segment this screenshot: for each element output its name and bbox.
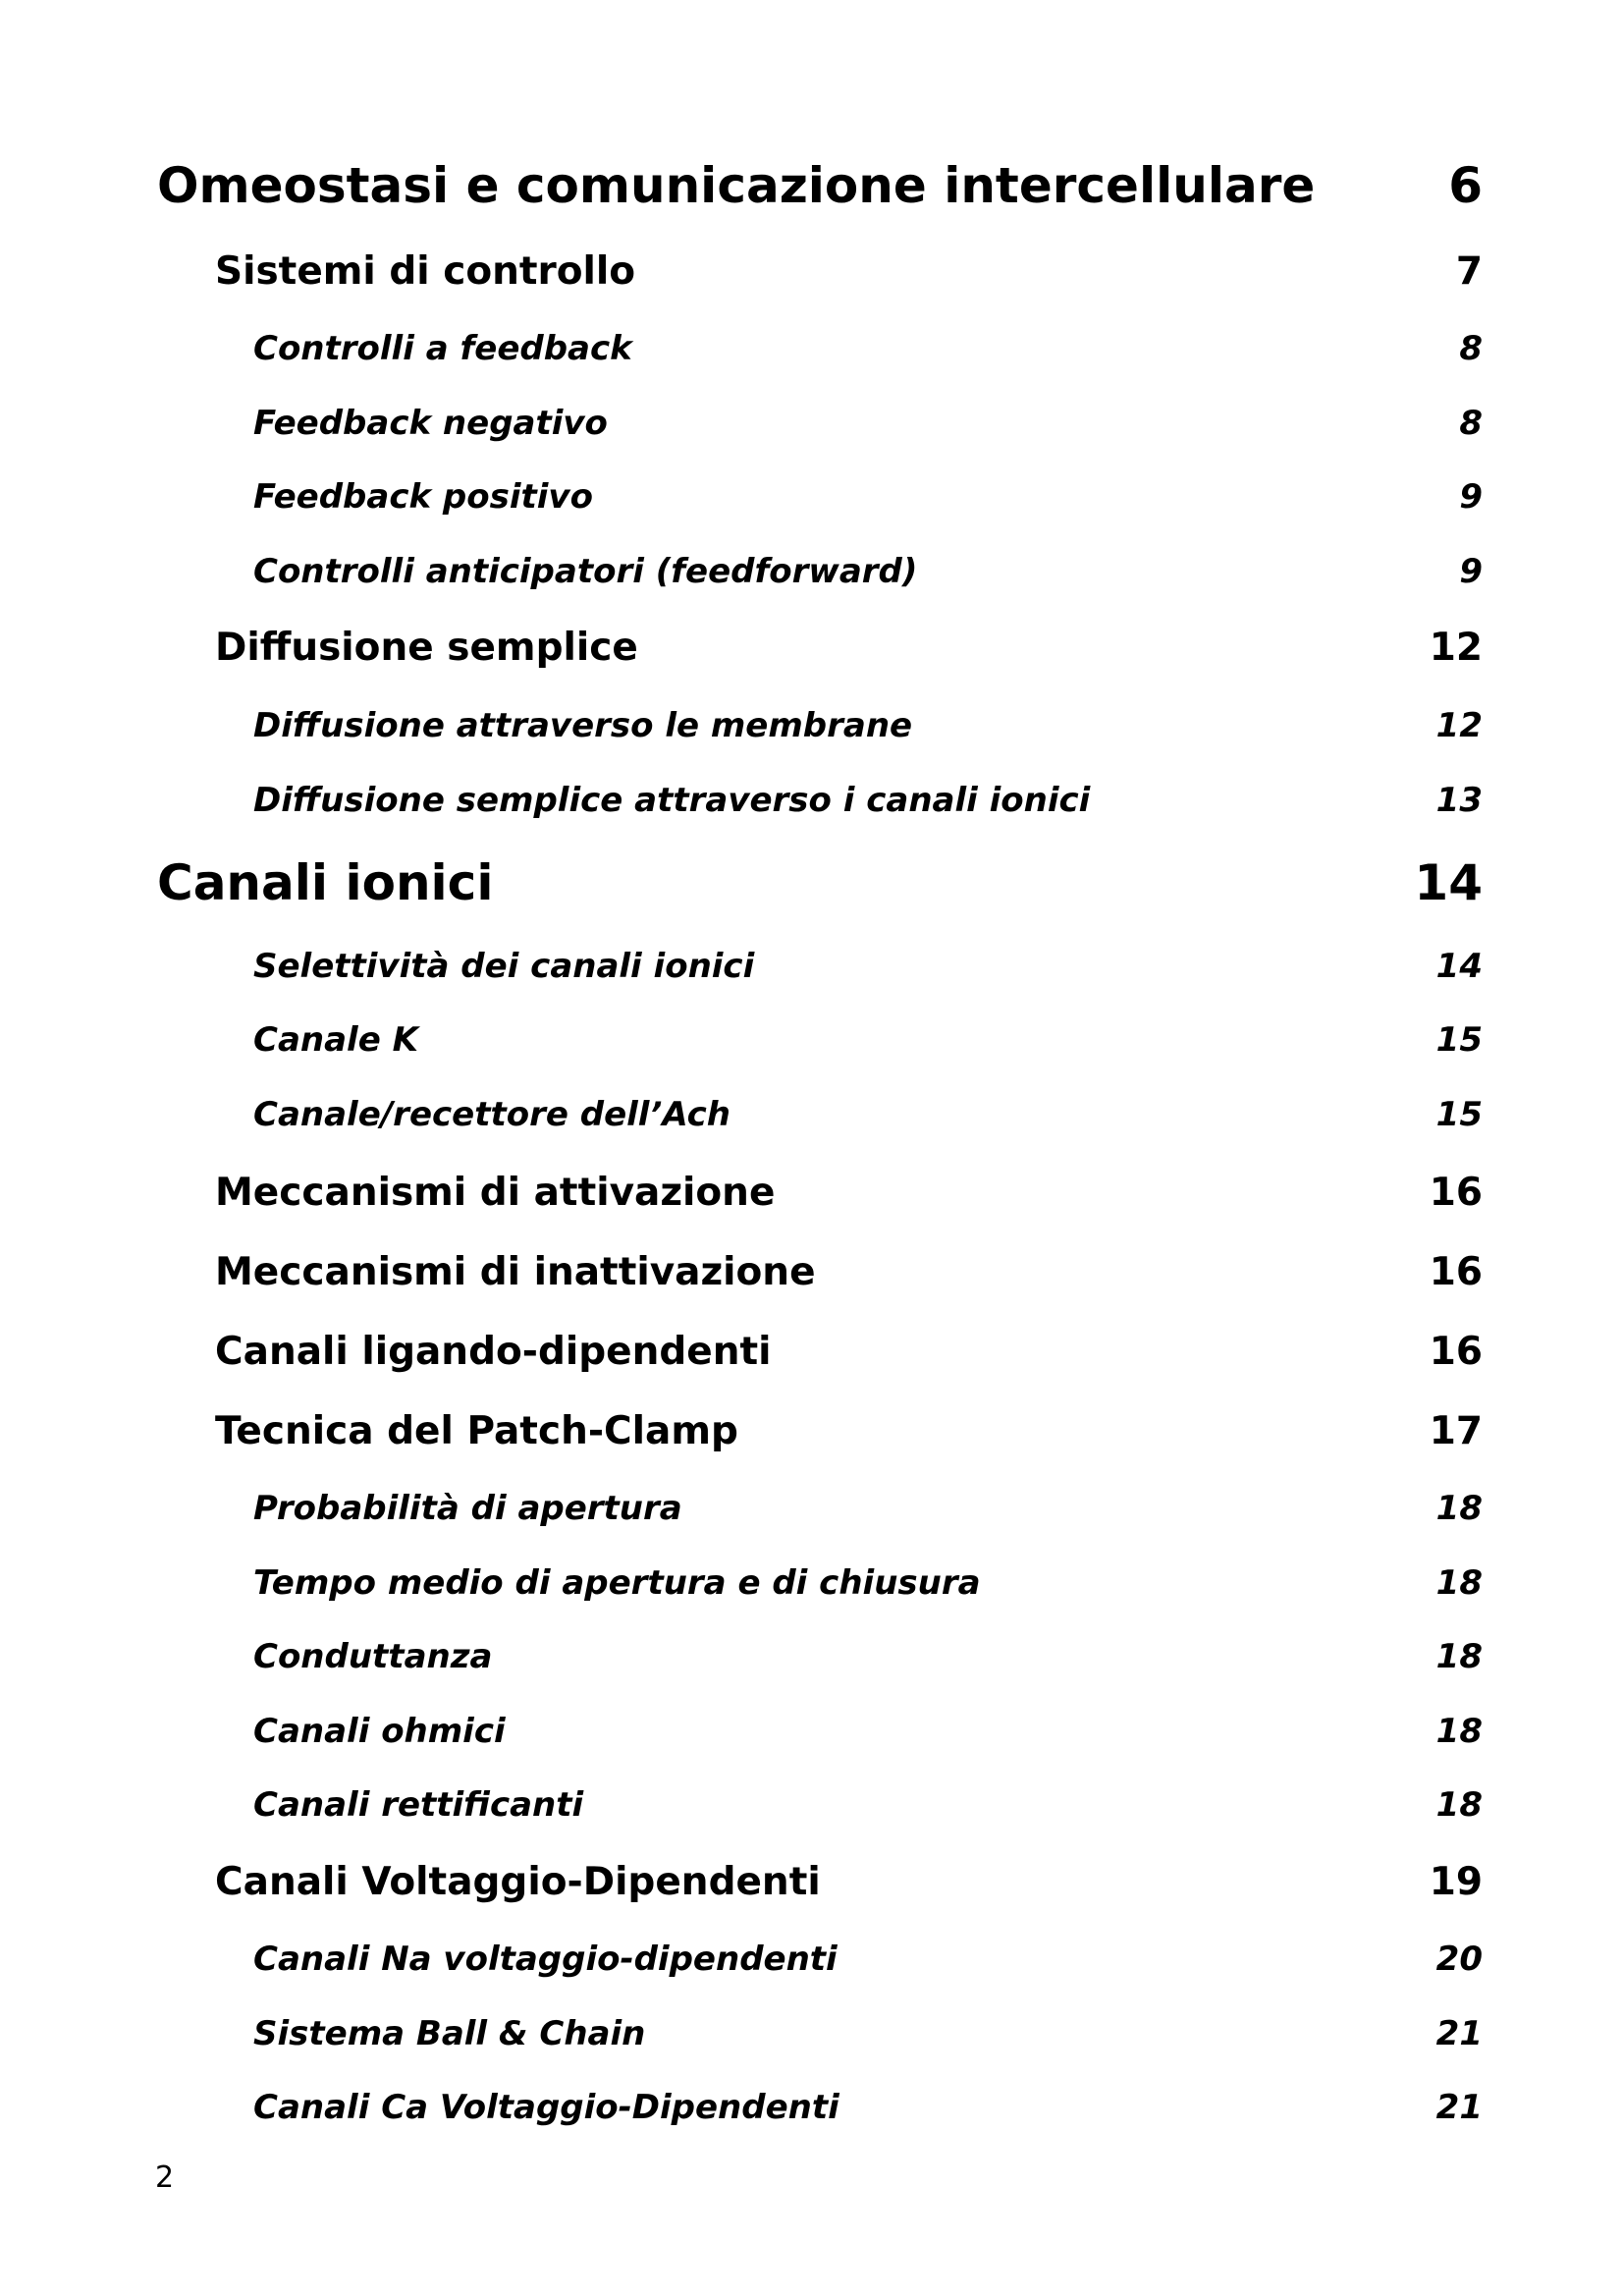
toc-entry-page: 18 [1435,1712,1483,1751]
toc-entry-section[interactable] [215,1250,1483,1294]
toc-entry-title: Sistemi di controllo [215,249,636,294]
toc-entry-page: 18 [1435,1563,1483,1603]
toc-entry-page: 21 [1435,2014,1483,2053]
toc-entry-title: Canale/recettore dell’Ach [253,1095,730,1134]
toc-entry-chapter[interactable] [157,157,1483,214]
toc-entry-page: 18 [1435,1785,1483,1825]
toc-entry-title: Probabilità di apertura [253,1489,682,1528]
toc-entry-title: Feedback negativo [253,404,608,443]
toc-entry-title: Sistema Ball & Chain [253,2014,646,2053]
toc-entry-page: 7 [1455,249,1483,294]
toc-entry-page: 16 [1429,1171,1483,1215]
toc-entry-section[interactable] [215,1330,1483,1374]
toc-entry-subsection[interactable] [253,1785,1483,1825]
toc-entry-title: Conduttanza [253,1637,493,1676]
toc-entry-subsection[interactable] [253,1637,1483,1676]
toc-entry-title: Canali rettificanti [253,1785,584,1825]
toc-entry-page: 14 [1414,854,1483,911]
toc-entry-page: 19 [1429,1860,1483,1904]
toc-entry-subsection[interactable] [253,2014,1483,2053]
toc-entry-subsection[interactable] [253,552,1483,591]
toc-entry-title: Controlli anticipatori (feedforward) [253,552,918,591]
toc-entry-subsection[interactable] [253,781,1483,820]
toc-entry-title: Omeostasi e comunicazione intercellulare [157,157,1316,214]
toc-entry-subsection[interactable] [253,1712,1483,1751]
toc-entry-title: Canali Na voltaggio-dipendenti [253,1940,838,1979]
toc-entry-title: Diffusione attraverso le membrane [253,706,913,745]
toc-entry-title: Canali ohmici [253,1712,506,1751]
toc-entry-subsection[interactable] [253,1095,1483,1134]
toc-entry-subsection[interactable] [253,1489,1483,1528]
toc-entry-title: Meccanismi di inattivazione [215,1250,816,1294]
toc-entry-page: 16 [1429,1250,1483,1294]
toc-entry-title: Canali Voltaggio-Dipendenti [215,1860,821,1904]
toc-entry-title: Diffusione semplice [215,626,638,670]
toc-entry-page: 16 [1429,1330,1483,1374]
toc-entry-title: Canali ligando-dipendenti [215,1330,772,1374]
toc-entry-title: Canali Ca Voltaggio-Dipendenti [253,2088,839,2127]
toc-entry-subsection[interactable] [253,2088,1483,2127]
toc-entry-page: 12 [1429,626,1483,670]
page-number: 2 [155,2160,175,2195]
toc-entry-section[interactable] [215,626,1483,670]
toc-entry-subsection[interactable] [253,329,1483,368]
toc-entry-subsection[interactable] [253,404,1483,443]
toc-entry-title: Controlli a feedback [253,329,632,368]
toc-entry-title: Tempo medio di apertura e di chiusura [253,1563,981,1603]
toc-entry-title: Meccanismi di attivazione [215,1171,776,1215]
toc-entry-page: 18 [1435,1489,1483,1528]
toc-entry-page: 9 [1459,552,1483,591]
toc-entry-page: 17 [1429,1409,1483,1453]
toc-entry-subsection[interactable] [253,1563,1483,1603]
toc-entry-page: 6 [1448,157,1483,214]
toc-entry-subsection[interactable] [253,706,1483,745]
toc-entry-title: Selettività dei canali ionici [253,947,755,986]
toc-entry-section[interactable] [215,1860,1483,1904]
toc-entry-title: Canali ionici [157,854,494,911]
toc-entry-title: Canale K [253,1020,418,1060]
toc-entry-title: Diffusione semplice attraverso i canali ionici [253,781,1091,820]
toc-entry-page: 8 [1459,404,1483,443]
toc-entry-section[interactable] [215,249,1483,294]
toc-entry-section[interactable] [215,1409,1483,1453]
toc-entry-page: 13 [1435,781,1483,820]
toc-entry-subsection[interactable] [253,1940,1483,1979]
toc-entry-title: Tecnica del Patch-Clamp [215,1409,738,1453]
toc-entry-page: 18 [1435,1637,1483,1676]
toc-entry-page: 8 [1459,329,1483,368]
toc-entry-title: Feedback positivo [253,477,593,517]
toc-entry-page: 14 [1435,947,1483,986]
toc-entry-page: 20 [1435,1940,1483,1979]
toc-entry-page: 21 [1435,2088,1483,2127]
toc-entry-subsection[interactable] [253,1020,1483,1060]
toc-entry-subsection[interactable] [253,477,1483,517]
toc-entry-section[interactable] [215,1171,1483,1215]
toc-entry-page: 15 [1435,1020,1483,1060]
toc-entry-page: 12 [1435,706,1483,745]
toc-entry-chapter[interactable] [157,854,1483,911]
toc-entry-page: 9 [1459,477,1483,517]
toc-entry-page: 15 [1435,1095,1483,1134]
toc-entry-subsection[interactable] [253,947,1483,986]
